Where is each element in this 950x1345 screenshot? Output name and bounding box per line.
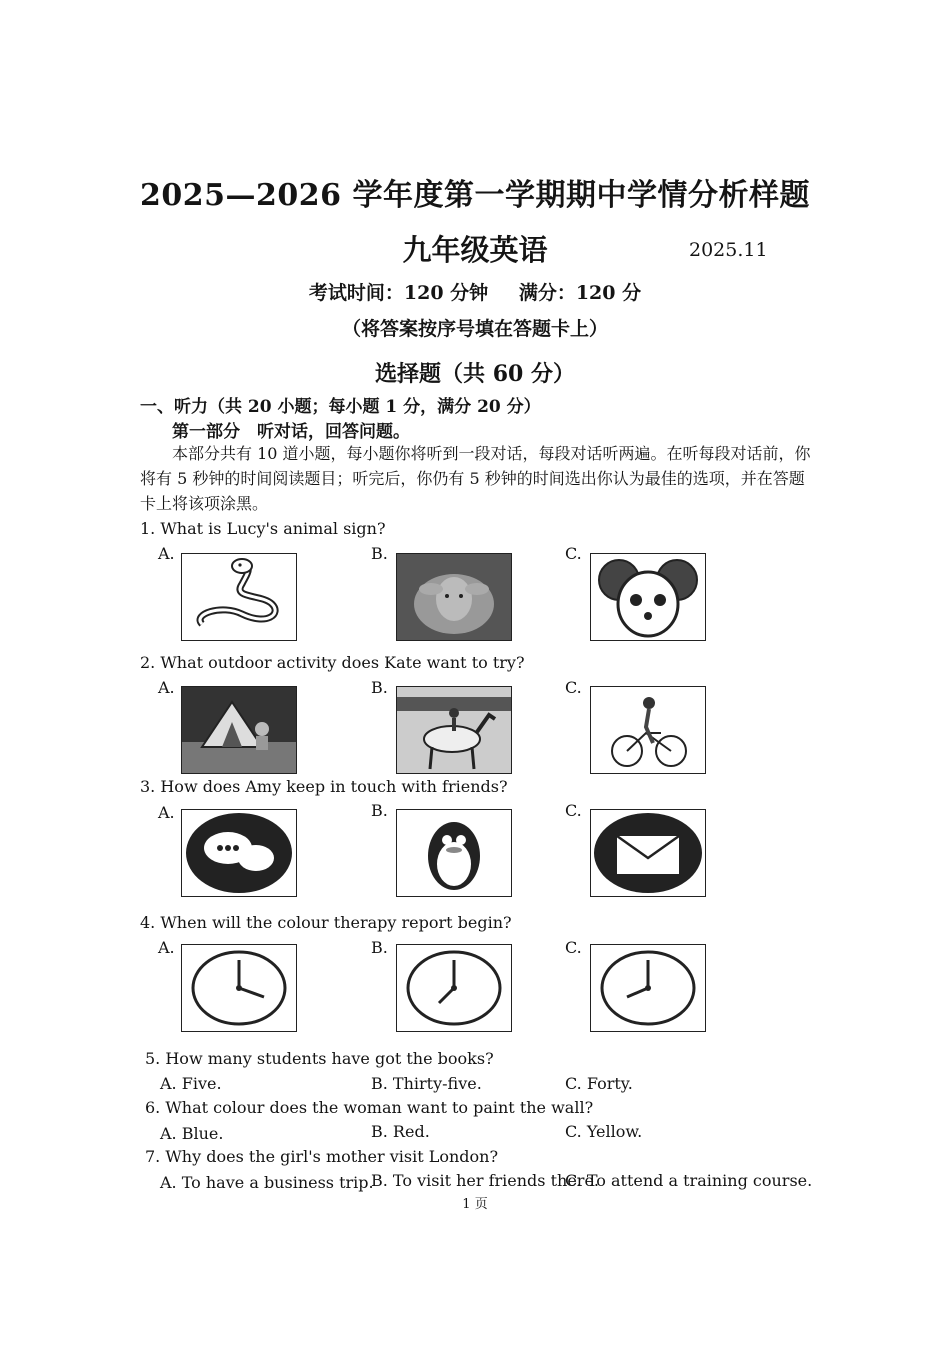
mouse-icon bbox=[590, 553, 706, 641]
full-score: 满分：120 分 bbox=[518, 282, 642, 304]
clock-eight-icon bbox=[590, 944, 706, 1032]
question-4: 4. When will the colour therapy report begin? bbox=[140, 913, 512, 932]
q5-option-b: B. Thirty-five. bbox=[371, 1074, 482, 1093]
page-number: 1 页 bbox=[462, 1197, 488, 1212]
chat-bubbles-icon bbox=[181, 809, 297, 897]
exam-subtitle: 九年级英语 bbox=[402, 233, 548, 267]
question-3: 3. How does Amy keep in touch with friends? bbox=[140, 777, 508, 796]
option-label-b: B. bbox=[371, 678, 388, 697]
option-label-b: B. bbox=[371, 938, 388, 957]
clock-seven-icon bbox=[396, 944, 512, 1032]
horse-riding-icon bbox=[396, 686, 512, 774]
question-2: 2. What outdoor activity does Kate want to try? bbox=[140, 653, 525, 672]
exam-date: 2025.11 bbox=[689, 239, 768, 261]
option-label-b: B. bbox=[371, 801, 388, 820]
q5-option-c: C. Forty. bbox=[565, 1074, 633, 1093]
exam-instruction: （将答案按序号填在答题卡上） bbox=[341, 318, 608, 340]
q6-option-b: B. Red. bbox=[371, 1122, 430, 1141]
cycling-icon bbox=[590, 686, 706, 774]
option-label-b: B. bbox=[371, 544, 388, 563]
exam-time: 考试时间：120 分钟 bbox=[308, 282, 489, 304]
question-6: 6. What colour does the woman want to paint the wall? bbox=[145, 1098, 594, 1117]
q7-option-a: A. To have a business trip. bbox=[160, 1173, 374, 1192]
option-label-a: A. bbox=[158, 938, 175, 957]
section-title: 选择题（共 60 分） bbox=[375, 361, 575, 387]
sheep-icon bbox=[396, 553, 512, 641]
exam-title: 2025—2026 学年度第一学期期中学情分析样题 bbox=[140, 178, 810, 213]
q5-option-a: A. Five. bbox=[160, 1074, 222, 1093]
envelope-icon bbox=[590, 809, 706, 897]
option-label-a: A. bbox=[158, 544, 175, 563]
option-label-c: C. bbox=[565, 801, 582, 820]
part1-description: 本部分共有 10 道小题，每小题你将听到一段对话，每段对话听两遍。在听每段对话前，你将有 5 秒钟的时间阅读题目；听完后，你仍有 5 秒钟的时间选出你认为最佳的选项，并在答题卡上将该项涂黑。 bbox=[140, 444, 811, 513]
q6-option-c: C. Yellow. bbox=[565, 1122, 643, 1141]
question-1: 1. What is Lucy's animal sign? bbox=[140, 519, 386, 538]
q7-option-b: B. To visit her friends there. bbox=[371, 1171, 599, 1190]
option-label-c: C. bbox=[565, 544, 582, 563]
part1-heading: 一、听力（共 20 小题；每小题 1 分，满分 20 分） bbox=[140, 397, 541, 417]
camping-icon bbox=[181, 686, 297, 774]
option-label-c: C. bbox=[565, 938, 582, 957]
q6-option-a: A. Blue. bbox=[160, 1124, 224, 1143]
clock-four-icon bbox=[181, 944, 297, 1032]
option-label-c: C. bbox=[565, 678, 582, 697]
snake-icon bbox=[181, 553, 297, 641]
penguin-icon bbox=[396, 809, 512, 897]
option-label-a: A. bbox=[158, 678, 175, 697]
option-label-a: A. bbox=[158, 803, 175, 822]
question-5: 5. How many students have got the books? bbox=[145, 1049, 494, 1068]
q7-option-c: C. To attend a training course. bbox=[565, 1171, 813, 1190]
question-7: 7. Why does the girl's mother visit London? bbox=[145, 1147, 499, 1166]
part1-subheading: 第一部分 听对话，回答问题。 bbox=[172, 422, 410, 442]
exam-meta bbox=[0, 278, 950, 305]
